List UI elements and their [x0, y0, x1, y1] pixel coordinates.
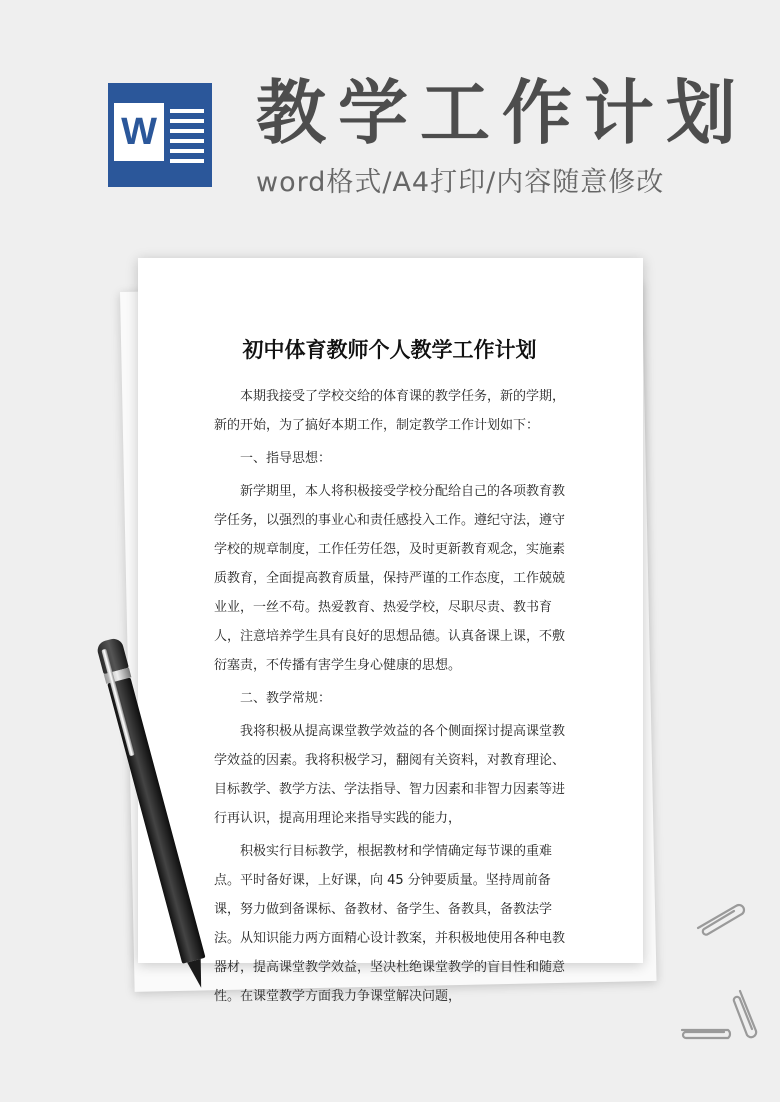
- paperclip-icon: [676, 1018, 738, 1042]
- paragraph-guiding-ideas: 新学期里，本人将积极接受学校分配给自己的各项教育教学任务，以强烈的事业心和责任感投入工作。遵纪守法，遵守学校的规章制度，工作任劳任怨，及时更新教育观念，实施素质教育，全面提高教育质量，保持严谨的工作态度，工作兢兢业业，一丝不苟。热爱教育、热爱学校，尽职尽责、教书育人，注意培养学生具有良好的思想品德。认真备课上课，不敷衍塞责，不传播有害学生身心健康的思想。: [214, 484, 566, 673]
- section-heading-guiding-ideas: 一、指导思想：: [240, 451, 332, 466]
- paragraph-teaching-routine-2: 积极实行目标教学，根据教材和学情确定每节课的重难点。平时备好课，上好课，向 45 分钟要质量。坚持周前备课，努力做到备课标、备教材、备学生、备教具，备教法学法。从知识能力两方面精心设计教案，并积极地使用各种电教器材，提高课堂教学效益，坚决杜绝课堂教学的盲目性和随意性。在课堂教学方面我力争课堂解决问题，: [214, 844, 566, 1004]
- document-page: [138, 258, 643, 1004]
- hero-subtitle: word格式/A4打印/内容随意修改: [256, 167, 665, 198]
- section-heading-teaching-routine: 二、教学常规：: [240, 691, 332, 706]
- paperclip-icon: [690, 898, 750, 938]
- document-body: [214, 382, 573, 1011]
- hero-title: 教学工作计划: [256, 72, 748, 154]
- word-logo-lines: [170, 109, 204, 169]
- word-logo-icon: [108, 83, 212, 187]
- word-logo-letter: W: [114, 103, 164, 161]
- document-title: 初中体育教师个人教学工作计划: [242, 338, 537, 362]
- paragraph-intro: 本期我接受了学校交给的体育课的教学任务，新的学期，新的开始，为了搞好本期工作，制定教学工作计划如下：: [214, 389, 566, 433]
- paragraph-teaching-routine-1: 我将积极从提高课堂教学效益的各个侧面探讨提高课堂教学效益的因素。我将积极学习，翻阅有关资料，对教育理论、目标教学、教学方法、学法指导、智力因素和非智力因素等进行再认识，提高用理论来指导实践的能力，: [214, 724, 566, 826]
